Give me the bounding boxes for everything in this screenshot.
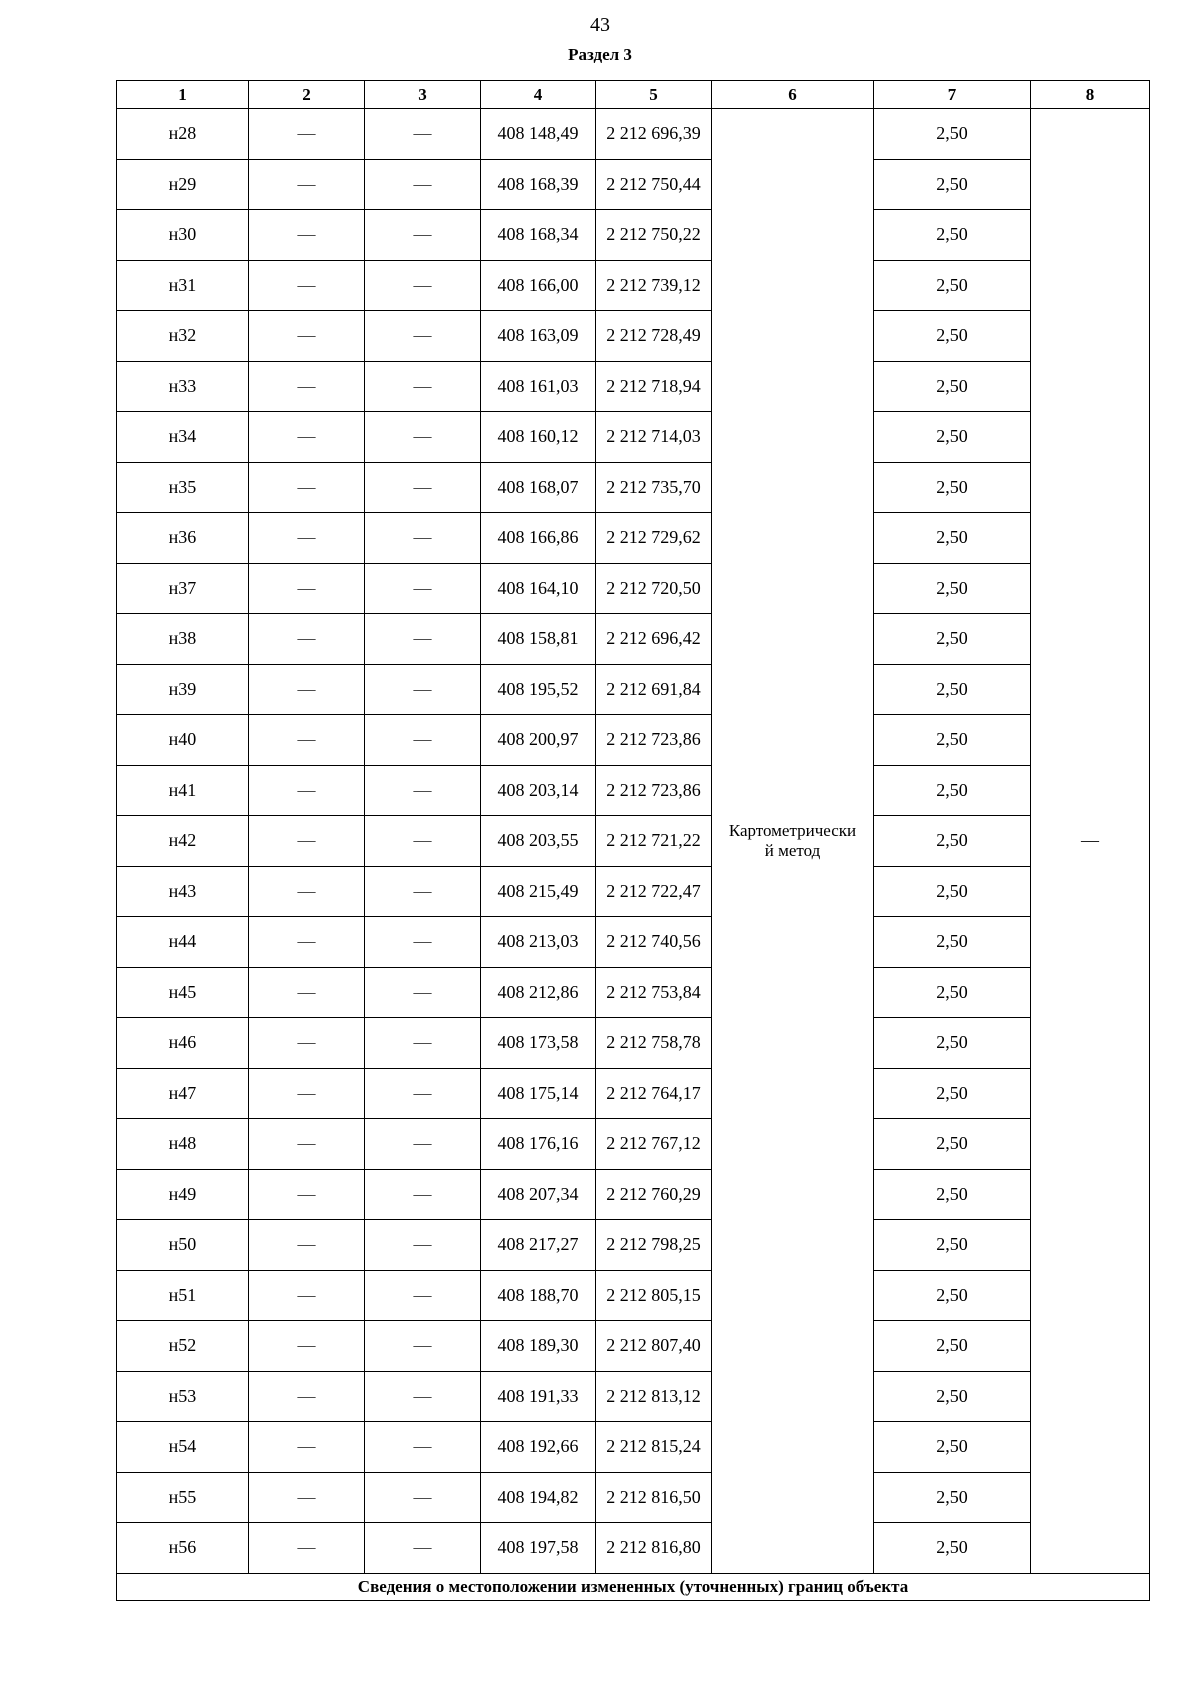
- col3-cell: —: [365, 1119, 481, 1170]
- col2-cell: —: [249, 664, 365, 715]
- table-row: [117, 1472, 1150, 1523]
- accuracy-cell: 2,50: [874, 816, 1031, 867]
- col2-cell: —: [249, 260, 365, 311]
- method-text-line-1: Картометрически: [728, 820, 857, 840]
- section-title: Раздел 3: [568, 45, 632, 64]
- table-row: [117, 260, 1150, 311]
- y-coordinate-cell: 2 212 758,78: [596, 1018, 712, 1069]
- point-number-cell: н53: [117, 1371, 249, 1422]
- footer-row: [117, 1573, 1150, 1600]
- col3-cell: —: [365, 462, 481, 513]
- accuracy-cell: 2,50: [874, 967, 1031, 1018]
- accuracy-cell: 2,50: [874, 917, 1031, 968]
- x-coordinate-cell: 408 148,49: [481, 109, 596, 160]
- table-row: [117, 1270, 1150, 1321]
- col3-cell: —: [365, 159, 481, 210]
- method-text-line-2: й метод: [764, 840, 821, 860]
- x-coordinate-cell: 408 173,58: [481, 1018, 596, 1069]
- col3-cell: —: [365, 260, 481, 311]
- table-row: [117, 1119, 1150, 1170]
- accuracy-cell: 2,50: [874, 260, 1031, 311]
- accuracy-cell: 2,50: [874, 1321, 1031, 1372]
- col2-cell: —: [249, 462, 365, 513]
- x-coordinate-cell: 408 191,33: [481, 1371, 596, 1422]
- col2-cell: —: [249, 866, 365, 917]
- y-coordinate-cell: 2 212 740,56: [596, 917, 712, 968]
- col3-cell: —: [365, 563, 481, 614]
- point-number-cell: н39: [117, 664, 249, 715]
- col3-cell: —: [365, 412, 481, 463]
- col2-cell: —: [249, 1321, 365, 1372]
- table-body: [117, 109, 1150, 1574]
- table-row: [117, 1220, 1150, 1271]
- col3-cell: —: [365, 917, 481, 968]
- accuracy-cell: 2,50: [874, 664, 1031, 715]
- header-col-7: 7: [874, 81, 1031, 109]
- point-number-cell: н35: [117, 462, 249, 513]
- table-row: [117, 1068, 1150, 1119]
- x-coordinate-cell: 408 203,14: [481, 765, 596, 816]
- col3-cell: —: [365, 513, 481, 564]
- point-number-cell: н41: [117, 765, 249, 816]
- accuracy-cell: 2,50: [874, 1169, 1031, 1220]
- col3-cell: —: [365, 109, 481, 160]
- col3-cell: —: [365, 1270, 481, 1321]
- point-number-cell: н30: [117, 210, 249, 261]
- x-coordinate-cell: 408 203,55: [481, 816, 596, 867]
- col2-cell: —: [249, 1422, 365, 1473]
- x-coordinate-cell: 408 189,30: [481, 1321, 596, 1372]
- table-row: [117, 1169, 1150, 1220]
- point-number-cell: н50: [117, 1220, 249, 1271]
- col2-cell: —: [249, 563, 365, 614]
- accuracy-cell: 2,50: [874, 361, 1031, 412]
- col3-cell: —: [365, 1371, 481, 1422]
- table-row: [117, 513, 1150, 564]
- accuracy-cell: 2,50: [874, 1422, 1031, 1473]
- accuracy-cell: 2,50: [874, 109, 1031, 160]
- accuracy-cell: 2,50: [874, 1472, 1031, 1523]
- col2-cell: —: [249, 513, 365, 564]
- table-row: [117, 1523, 1150, 1574]
- table-row: [117, 1371, 1150, 1422]
- x-coordinate-cell: 408 168,34: [481, 210, 596, 261]
- y-coordinate-cell: 2 212 816,50: [596, 1472, 712, 1523]
- accuracy-cell: 2,50: [874, 210, 1031, 261]
- y-coordinate-cell: 2 212 739,12: [596, 260, 712, 311]
- header-col-5: 5: [596, 81, 712, 109]
- point-number-cell: н48: [117, 1119, 249, 1170]
- point-number-cell: н45: [117, 967, 249, 1018]
- col2-cell: —: [249, 967, 365, 1018]
- x-coordinate-cell: 408 192,66: [481, 1422, 596, 1473]
- y-coordinate-cell: 2 212 813,12: [596, 1371, 712, 1422]
- col3-cell: —: [365, 715, 481, 766]
- footer-caption: Сведения о местоположении измененных (уточненных) границ объекта: [117, 1573, 1150, 1600]
- col2-cell: —: [249, 412, 365, 463]
- y-coordinate-cell: 2 212 807,40: [596, 1321, 712, 1372]
- col2-cell: —: [249, 1523, 365, 1574]
- point-number-cell: н43: [117, 866, 249, 917]
- y-coordinate-cell: 2 212 815,24: [596, 1422, 712, 1473]
- col2-cell: —: [249, 361, 365, 412]
- y-coordinate-cell: 2 212 721,22: [596, 816, 712, 867]
- col2-cell: —: [249, 917, 365, 968]
- table-row: [117, 866, 1150, 917]
- point-number-cell: н52: [117, 1321, 249, 1372]
- accuracy-cell: 2,50: [874, 412, 1031, 463]
- y-coordinate-cell: 2 212 816,80: [596, 1523, 712, 1574]
- col3-cell: —: [365, 816, 481, 867]
- x-coordinate-cell: 408 195,52: [481, 664, 596, 715]
- col3-cell: —: [365, 1523, 481, 1574]
- accuracy-cell: 2,50: [874, 715, 1031, 766]
- col2-cell: —: [249, 1169, 365, 1220]
- col3-cell: —: [365, 866, 481, 917]
- table-row: [117, 917, 1150, 968]
- table-row: [117, 311, 1150, 362]
- x-coordinate-cell: 408 200,97: [481, 715, 596, 766]
- x-coordinate-cell: 408 213,03: [481, 917, 596, 968]
- col3-cell: —: [365, 1068, 481, 1119]
- y-coordinate-cell: 2 212 723,86: [596, 765, 712, 816]
- col3-cell: —: [365, 210, 481, 261]
- x-coordinate-cell: 408 168,07: [481, 462, 596, 513]
- col2-cell: —: [249, 816, 365, 867]
- x-coordinate-cell: 408 163,09: [481, 311, 596, 362]
- x-coordinate-cell: 408 212,86: [481, 967, 596, 1018]
- x-coordinate-cell: 408 168,39: [481, 159, 596, 210]
- accuracy-cell: 2,50: [874, 1523, 1031, 1574]
- x-coordinate-cell: 408 197,58: [481, 1523, 596, 1574]
- y-coordinate-cell: 2 212 722,47: [596, 866, 712, 917]
- accuracy-cell: 2,50: [874, 159, 1031, 210]
- y-coordinate-cell: 2 212 728,49: [596, 311, 712, 362]
- header-row: [117, 81, 1150, 109]
- x-coordinate-cell: 408 207,34: [481, 1169, 596, 1220]
- coordinates-table: [116, 80, 1150, 1601]
- table-row: [117, 664, 1150, 715]
- y-coordinate-cell: 2 212 720,50: [596, 563, 712, 614]
- header-col-1: 1: [117, 81, 249, 109]
- y-coordinate-cell: 2 212 718,94: [596, 361, 712, 412]
- page-number: 43: [590, 14, 610, 36]
- accuracy-cell: 2,50: [874, 462, 1031, 513]
- col2-cell: —: [249, 1119, 365, 1170]
- accuracy-cell: 2,50: [874, 1270, 1031, 1321]
- col2-cell: —: [249, 210, 365, 261]
- y-coordinate-cell: 2 212 798,25: [596, 1220, 712, 1271]
- point-number-cell: н37: [117, 563, 249, 614]
- col2-cell: —: [249, 765, 365, 816]
- x-coordinate-cell: 408 166,86: [481, 513, 596, 564]
- point-number-cell: н42: [117, 816, 249, 867]
- x-coordinate-cell: 408 175,14: [481, 1068, 596, 1119]
- point-number-cell: н47: [117, 1068, 249, 1119]
- y-coordinate-cell: 2 212 696,39: [596, 109, 712, 160]
- y-coordinate-cell: 2 212 760,29: [596, 1169, 712, 1220]
- col2-cell: —: [249, 1472, 365, 1523]
- col2-cell: —: [249, 715, 365, 766]
- accuracy-cell: 2,50: [874, 563, 1031, 614]
- col3-cell: —: [365, 614, 481, 665]
- point-number-cell: н51: [117, 1270, 249, 1321]
- table-row: [117, 967, 1150, 1018]
- col3-cell: —: [365, 967, 481, 1018]
- y-coordinate-cell: 2 212 805,15: [596, 1270, 712, 1321]
- y-coordinate-cell: 2 212 764,17: [596, 1068, 712, 1119]
- col2-cell: —: [249, 1270, 365, 1321]
- col3-cell: —: [365, 765, 481, 816]
- x-coordinate-cell: 408 161,03: [481, 361, 596, 412]
- table-row: [117, 715, 1150, 766]
- table-row: [117, 462, 1150, 513]
- col3-cell: —: [365, 1169, 481, 1220]
- method-cell: [712, 109, 874, 1574]
- point-number-cell: н32: [117, 311, 249, 362]
- col3-cell: —: [365, 1422, 481, 1473]
- point-number-cell: н54: [117, 1422, 249, 1473]
- y-coordinate-cell: 2 212 735,70: [596, 462, 712, 513]
- x-coordinate-cell: 408 164,10: [481, 563, 596, 614]
- accuracy-cell: 2,50: [874, 1119, 1031, 1170]
- table-row: [117, 816, 1150, 867]
- table-row: [117, 1321, 1150, 1372]
- point-number-cell: н44: [117, 917, 249, 968]
- x-coordinate-cell: 408 215,49: [481, 866, 596, 917]
- col2-cell: —: [249, 311, 365, 362]
- point-number-cell: н28: [117, 109, 249, 160]
- accuracy-cell: 2,50: [874, 513, 1031, 564]
- col2-cell: —: [249, 1018, 365, 1069]
- col3-cell: —: [365, 1321, 481, 1372]
- point-number-cell: н55: [117, 1472, 249, 1523]
- point-number-cell: н40: [117, 715, 249, 766]
- table-row: [117, 1422, 1150, 1473]
- col2-cell: —: [249, 1371, 365, 1422]
- accuracy-cell: 2,50: [874, 614, 1031, 665]
- col3-cell: —: [365, 311, 481, 362]
- col2-cell: —: [249, 1220, 365, 1271]
- accuracy-cell: 2,50: [874, 765, 1031, 816]
- table-row: [117, 563, 1150, 614]
- x-coordinate-cell: 408 166,00: [481, 260, 596, 311]
- table-row: [117, 109, 1150, 160]
- accuracy-cell: 2,50: [874, 1371, 1031, 1422]
- y-coordinate-cell: 2 212 696,42: [596, 614, 712, 665]
- col2-cell: —: [249, 614, 365, 665]
- col3-cell: —: [365, 1472, 481, 1523]
- col8-cell: —: [1031, 109, 1150, 1574]
- table-row: [117, 1018, 1150, 1069]
- point-number-cell: н49: [117, 1169, 249, 1220]
- accuracy-cell: 2,50: [874, 1018, 1031, 1069]
- col3-cell: —: [365, 1018, 481, 1069]
- y-coordinate-cell: 2 212 750,44: [596, 159, 712, 210]
- accuracy-cell: 2,50: [874, 1068, 1031, 1119]
- header-col-4: 4: [481, 81, 596, 109]
- y-coordinate-cell: 2 212 714,03: [596, 412, 712, 463]
- x-coordinate-cell: 408 160,12: [481, 412, 596, 463]
- header-col-2: 2: [249, 81, 365, 109]
- col2-cell: —: [249, 159, 365, 210]
- table-row: [117, 614, 1150, 665]
- col3-cell: —: [365, 1220, 481, 1271]
- table-row: [117, 210, 1150, 261]
- accuracy-cell: 2,50: [874, 1220, 1031, 1271]
- point-number-cell: н56: [117, 1523, 249, 1574]
- y-coordinate-cell: 2 212 767,12: [596, 1119, 712, 1170]
- point-number-cell: н31: [117, 260, 249, 311]
- header-col-6: 6: [712, 81, 874, 109]
- y-coordinate-cell: 2 212 750,22: [596, 210, 712, 261]
- accuracy-cell: 2,50: [874, 311, 1031, 362]
- x-coordinate-cell: 408 194,82: [481, 1472, 596, 1523]
- x-coordinate-cell: 408 158,81: [481, 614, 596, 665]
- point-number-cell: н46: [117, 1018, 249, 1069]
- col2-cell: —: [249, 109, 365, 160]
- x-coordinate-cell: 408 217,27: [481, 1220, 596, 1271]
- table-row: [117, 361, 1150, 412]
- table-row: [117, 765, 1150, 816]
- y-coordinate-cell: 2 212 723,86: [596, 715, 712, 766]
- y-coordinate-cell: 2 212 691,84: [596, 664, 712, 715]
- table-row: [117, 412, 1150, 463]
- x-coordinate-cell: 408 176,16: [481, 1119, 596, 1170]
- point-number-cell: н36: [117, 513, 249, 564]
- table-row: [117, 159, 1150, 210]
- point-number-cell: н33: [117, 361, 249, 412]
- point-number-cell: н34: [117, 412, 249, 463]
- header-col-8: 8: [1031, 81, 1150, 109]
- accuracy-cell: 2,50: [874, 866, 1031, 917]
- y-coordinate-cell: 2 212 753,84: [596, 967, 712, 1018]
- point-number-cell: н38: [117, 614, 249, 665]
- x-coordinate-cell: 408 188,70: [481, 1270, 596, 1321]
- col2-cell: —: [249, 1068, 365, 1119]
- point-number-cell: н29: [117, 159, 249, 210]
- col3-cell: —: [365, 361, 481, 412]
- y-coordinate-cell: 2 212 729,62: [596, 513, 712, 564]
- header-col-3: 3: [365, 81, 481, 109]
- col3-cell: —: [365, 664, 481, 715]
